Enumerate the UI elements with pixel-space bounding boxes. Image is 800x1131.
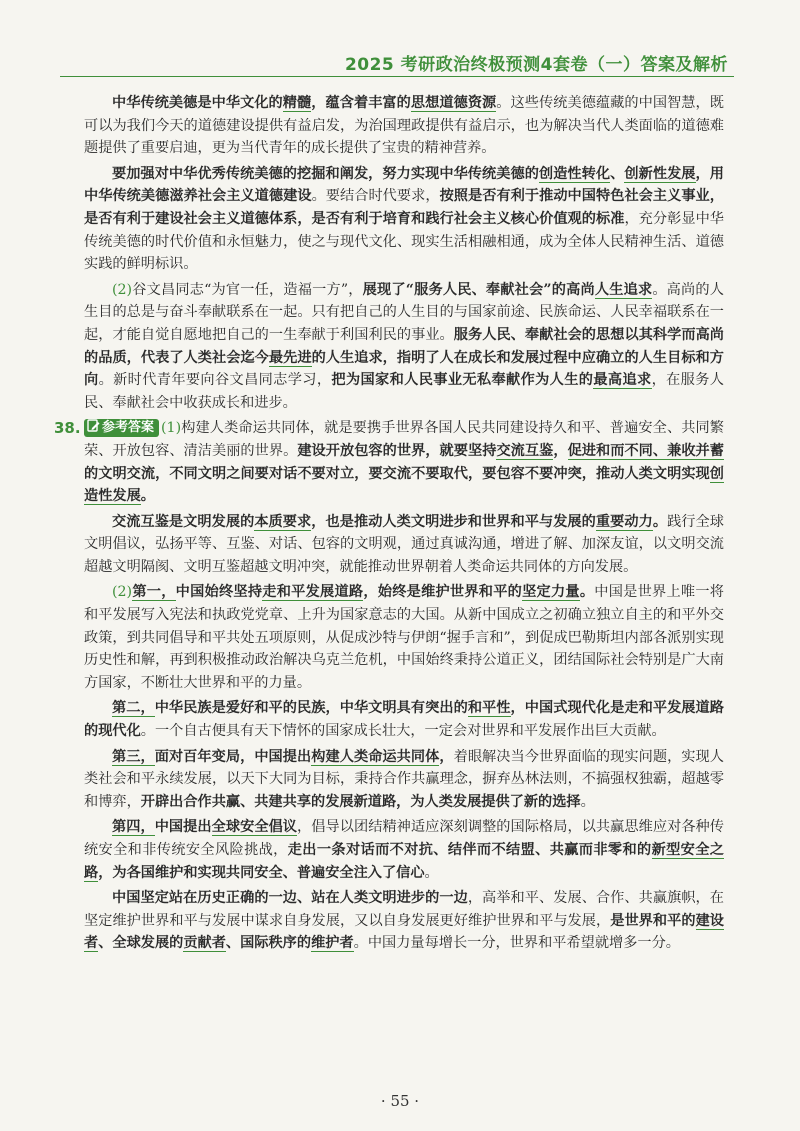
text-run: ，高举和平、发展、合作、共赢旗帜，在坚定维护世界和平与发展中谋求自身发展，又以自身发展更好维护世界和平与发展， [84,890,724,929]
sub-question-number: (2) [112,281,133,298]
answer-paragraph [84,816,724,884]
text-run: 、全球发展的 [98,935,184,952]
answer-paragraph [84,511,724,579]
text-run: 。高尚的人生目的总是与奋斗奉献联系在一起。只有把自己的人生目的与国家前途、民族命运、人民幸福联系在一起，才能自觉自愿地把自己的一生奉献于利国利民的事业。 [84,281,724,343]
text-run: 。一个自古便具有天下情怀的国家成长壮大，一定会对世界和平发展作出巨大贡献。 [140,723,666,740]
page-number: · 55 · [380,1092,420,1110]
key-term: 最高追求 [593,372,652,389]
text-run: ， [553,442,568,459]
text-run: 。 [652,513,668,530]
key-term: 本质要求 [254,513,312,530]
header-rule [60,76,734,77]
text-run: 中国始终坚持 [175,584,263,601]
key-term: 和平性 [467,700,511,717]
text-run: 走出一条对话而不对抗、结伴而不结盟、共赢而非零和的 [287,842,652,858]
text-run: 要加强对中华优秀传统美德的挖掘和阐发，努力实现中华传统美德的 [112,165,539,182]
text-run: ， [439,748,454,765]
text-run: 着眼解决当今世界面临的现实问题，实现人类社会和平永续发展，以天下大同为目标，秉持合作共赢理念，摒弃丛林法则，不搞强权独霸，超越零和博弈， [84,748,724,810]
text-run: ，也是推动人类文明进步和世界和平与发展的 [311,513,596,530]
key-term: 第四， [112,819,155,836]
text-run: 建设开放包容的世界，就要坚持 [297,442,497,459]
key-term: 创新性发展 [624,165,696,182]
answer-paragraph [54,417,724,507]
key-term: 最先进 [268,349,312,366]
answer-paragraph [84,581,724,694]
key-term: 第一， [132,584,176,601]
text-run: 。 [140,488,155,505]
key-term: 维护者 [311,935,354,952]
text-run: 是世界和平的 [610,912,696,929]
question-number: 38. [54,419,81,438]
key-term: 全球安全倡议 [211,819,298,836]
key-term: 第二， [112,700,155,717]
text-run: ，中国式现代化是走和平发展道路的现代化 [84,700,724,740]
text-run: 服务人民、奉献社会的思想以其科学而高尚的品质，代表了人类社会迄今 [84,326,724,366]
text-run: 。新时代青年要向谷文昌同志学习， [98,372,332,389]
text-run: 构建人类命运共同体，就是要携手世界各国人民共同建设持久和平、普遍安全、共同繁荣、开放包容、清洁美丽的世界。 [84,420,724,459]
text-run: 、 [610,165,625,182]
text-run: ，为各国维护和实现共同安全、普遍安全注入了信心 [98,864,425,881]
text-run: 、国际秩序的 [225,935,312,952]
answer-badge-label: 参考答案 [102,420,155,436]
text-run: 中国是世界上唯一将和平发展写入宪法和执政党党章、上升为国家意志的大国。从新中国成立之初确立独立自主的和平外交政策，到共同倡导和平共处五项原则，从促成沙特与伊朗“握手言和”，到促成巴勒斯坦内部各派别实现历史性和解，再到积极推动政治解决乌克兰危机，中国始终秉持公道正义，团结国际社会特别是广大南方国家，不断壮大世界和平的力量。 [84,584,724,691]
header-title: 2025 考研政治终极预测4套卷（一）答案及解析 [344,55,728,75]
text-run: 。 [424,864,439,881]
key-term: 新型安全之路 [84,842,724,881]
pencil-note-icon [87,419,100,432]
text-run: 。中国力量每增长一分，世界和平希望就增多一分。 [353,935,680,952]
key-term: 坚定力量 [522,584,580,601]
key-term: 创造性转化 [538,165,611,182]
key-term: 创造性发展 [84,465,724,505]
key-term: 第三， [112,748,155,765]
answer-paragraph [84,163,724,276]
answer-paragraph [84,887,724,955]
answer-paragraph [84,746,724,814]
text-run: 。这些传统美德蕴藏的中国智慧，既可以为我们今天的道德建设提供有益启发，为治国理政提供有益启示，也为解决当代人类面临的道德难题提供了重要启迪，更为当代青年的成长提供了宝贵的精神营养。 [84,95,724,157]
key-term: 构建人类命运共同体 [311,748,440,765]
text-run: 展现了“服务人民、奉献社会”的高尚 [362,281,595,298]
answer-badge [84,419,159,437]
text-run: ，用中华传统美德滋养社会主义道德建设 [84,165,724,205]
text-run: 中华传统美德是中华文化的 [112,95,283,111]
answer-paragraph [84,697,724,742]
key-term: 重要动力 [595,513,653,530]
page-header [0,0,800,80]
sub-question-number: (1) [161,420,182,437]
text-run: 中国提出 [154,819,212,836]
text-run: 谷文昌同志“为官一任，造福一方”， [132,281,363,298]
text-run: 。 [579,584,595,601]
answer-paragraph [84,279,724,415]
text-run: 面对百年变局，中国提出 [154,748,312,765]
text-run: 中国坚定站在历史正确的一边、站在人类文明进步的一边 [112,890,468,907]
text-run: 把为国家和人民事业无私奉献作为人生的 [331,372,594,389]
answer-paragraph [84,92,724,160]
answer-content [54,92,724,958]
text-run: ，倡导以团结精神适应深刻调整的国际格局，以共赢思维应对各种传统安全和非传统安全风险挑战， [84,819,724,858]
text-run: 交流互鉴是文明发展的 [112,513,255,530]
text-run: ，蕴含着丰富的 [311,95,411,111]
text-run: 践行全球文明倡议，弘扬平等、互鉴、对话、包容的文明观，通过真诚沟通，增进了解、加深友谊，以文明交流超越文明隔阂、文明互鉴超越文明冲突，就能推动世界朝着人类命运共同体的方向发展。 [84,513,724,575]
text-run: 的人生追求，指明了人在成长和发展过程中应确立的人生目标和方向 [84,349,724,389]
key-term: 思想道德资源 [410,95,497,111]
text-run: 按照是否有利于推动中国特色社会主义事业，是否有利于建设社会主义道德体系，是否有利于培育和践行社会主义核心价值观的标准 [84,188,724,227]
text-run: 的文明交流，不同文明之间要对话不要对立，要交流不要取代，要包容不要冲突，推动人类文明实现 [84,465,710,482]
text-run: ，充分彰显中华传统美德的时代价值和永恒魅力，使之与现代文化、现实生活相融相通，成为全体人民精神生活、道德实践的鲜明标识。 [84,210,724,273]
text-run: ，在服务人民、奉献社会中收获成长和进步。 [84,372,724,411]
key-term: 人生追求 [594,281,653,298]
text-run: 开辟出合作共赢、共建共享的发展新道路，为人类发展提供了新的选择 [140,793,581,810]
text-run: 。 [580,793,595,810]
key-term: 精髓 [282,95,312,111]
key-term: 走和平发展道路 [262,584,364,601]
text-run: 。要结合时代要求， [311,188,440,205]
key-term: 贡献者 [183,935,226,952]
key-term: 交流互鉴 [496,442,554,459]
key-term: 建设者 [84,912,724,952]
key-term: 促进和而不同、兼收并蓄 [567,442,724,459]
text-run: 中华民族是爱好和平的民族，中华文明具有突出的 [154,700,468,717]
sub-question-number: (2) [112,584,133,601]
text-run: ，始终是维护世界和平的 [363,584,523,601]
